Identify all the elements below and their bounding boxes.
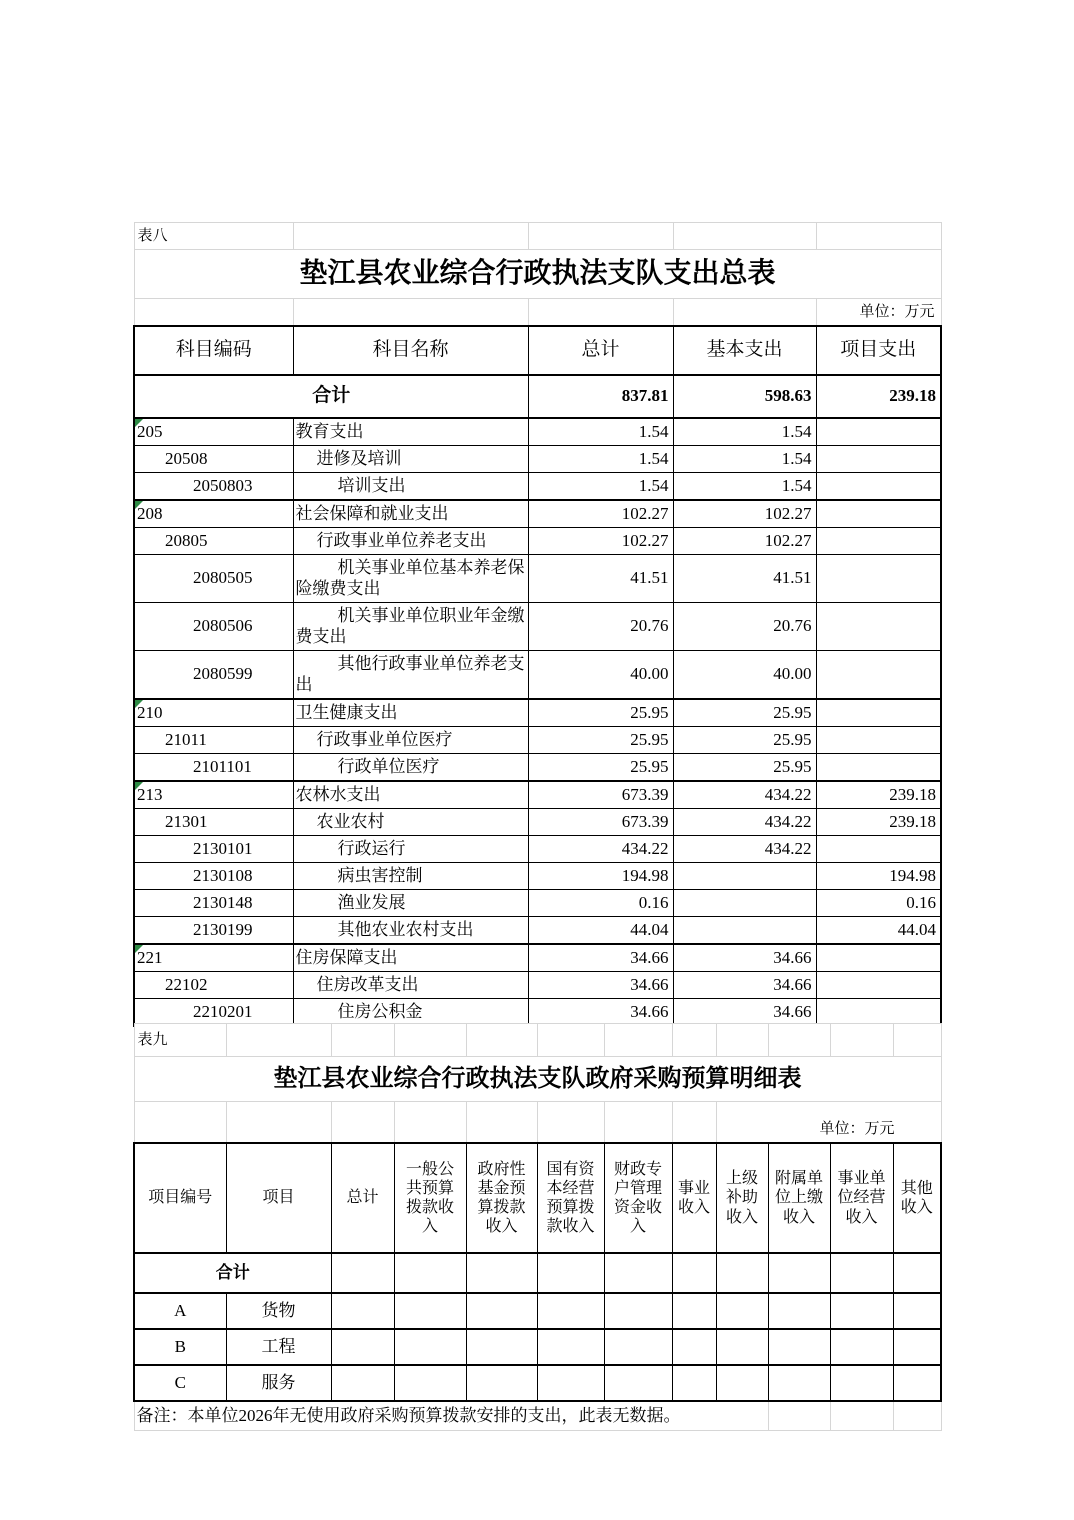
cell-empty[interactable] bbox=[716, 1365, 768, 1401]
error-flag-icon bbox=[135, 945, 143, 953]
cell-project-expenditure[interactable] bbox=[816, 754, 941, 782]
cell-grand-total[interactable]: 1.54 bbox=[528, 446, 673, 473]
cell-subject-name[interactable]: 机关事业单位基本养老保险缴费支出 bbox=[293, 555, 528, 603]
empty-cell[interactable] bbox=[466, 1024, 537, 1057]
cell-empty[interactable] bbox=[716, 1253, 768, 1293]
empty-cell[interactable] bbox=[672, 1102, 716, 1144]
cell-basic-expenditure[interactable]: 434.22 bbox=[673, 836, 816, 863]
empty-cell[interactable] bbox=[604, 1024, 672, 1057]
cell-empty[interactable] bbox=[893, 1293, 941, 1329]
empty-cell[interactable] bbox=[768, 1024, 830, 1057]
error-flag-icon bbox=[135, 782, 143, 790]
col-header[interactable]: 一般公共预算拨款收入 bbox=[394, 1143, 466, 1253]
cell-subject-code[interactable]: 2080599 bbox=[134, 651, 293, 700]
empty-cell[interactable] bbox=[830, 1024, 893, 1057]
table-row bbox=[134, 446, 941, 473]
cell-empty[interactable] bbox=[716, 1293, 768, 1329]
col-header-basic-expenditure[interactable]: 基本支出 bbox=[673, 326, 816, 375]
cell-basic-expenditure[interactable]: 25.95 bbox=[673, 727, 816, 754]
total-row-basic[interactable]: 598.63 bbox=[673, 375, 816, 418]
empty-cell[interactable] bbox=[394, 1102, 466, 1144]
table8-header-row bbox=[134, 326, 941, 375]
table8-corner-label[interactable]: 表八 bbox=[134, 223, 293, 250]
empty-cell[interactable] bbox=[293, 299, 528, 327]
empty-cell[interactable] bbox=[673, 299, 816, 327]
table9-title: 垫江县农业综合行政执法支队政府采购预算明细表 bbox=[134, 1057, 941, 1102]
table-row bbox=[134, 754, 941, 782]
total-row-grand-total[interactable]: 837.81 bbox=[528, 375, 673, 418]
col-header[interactable]: 事业收入 bbox=[672, 1143, 716, 1253]
empty-cell[interactable] bbox=[830, 1401, 893, 1431]
error-flag-icon bbox=[135, 501, 143, 509]
cell-empty[interactable] bbox=[394, 1329, 466, 1365]
cell-grand-total[interactable]: 25.95 bbox=[528, 699, 673, 727]
cell-subject-code[interactable]: 21011 bbox=[134, 727, 293, 754]
empty-cell[interactable] bbox=[893, 1024, 941, 1057]
col-header[interactable]: 财政专户管理资金收入 bbox=[604, 1143, 672, 1253]
cell-grand-total[interactable]: 20.76 bbox=[528, 603, 673, 651]
table-row bbox=[134, 781, 941, 809]
cell-empty[interactable] bbox=[537, 1365, 604, 1401]
cell-project-expenditure[interactable] bbox=[816, 603, 941, 651]
cell-subject-code[interactable]: 221 bbox=[134, 944, 293, 972]
table9-total-row bbox=[134, 1253, 941, 1293]
col-header[interactable]: 国有资本经营预算拨款收入 bbox=[537, 1143, 604, 1253]
cell-subject-code[interactable]: 2130101 bbox=[134, 836, 293, 863]
col-header-grand-total[interactable]: 总计 bbox=[528, 326, 673, 375]
cell-subject-code[interactable]: 21301 bbox=[134, 809, 293, 836]
empty-cell[interactable] bbox=[226, 1102, 331, 1144]
empty-cell[interactable] bbox=[528, 299, 673, 327]
cell-item-name[interactable]: 工程 bbox=[226, 1329, 331, 1365]
cell-subject-code[interactable]: 2101101 bbox=[134, 754, 293, 782]
cell-grand-total[interactable]: 673.39 bbox=[528, 809, 673, 836]
col-header-subject-code[interactable]: 科目编码 bbox=[134, 326, 293, 375]
table9-unit-label: 单位：万元 bbox=[716, 1102, 941, 1144]
table9-note-row bbox=[134, 1401, 941, 1431]
empty-cell[interactable] bbox=[816, 223, 941, 250]
cell-subject-code[interactable]: 205 bbox=[134, 418, 293, 446]
cell-subject-code[interactable]: 208 bbox=[134, 500, 293, 528]
cell-empty[interactable] bbox=[331, 1365, 394, 1401]
col-header[interactable]: 总计 bbox=[331, 1143, 394, 1253]
table9-corner-label[interactable]: 表九 bbox=[134, 1024, 226, 1057]
cell-basic-expenditure[interactable]: 41.51 bbox=[673, 555, 816, 603]
cell-empty[interactable] bbox=[604, 1329, 672, 1365]
cell-subject-name[interactable]: 其他行政事业单位养老支出 bbox=[293, 651, 528, 700]
cell-empty[interactable] bbox=[716, 1329, 768, 1365]
col-header[interactable]: 项目 bbox=[226, 1143, 331, 1253]
cell-subject-name[interactable]: 住房公积金 bbox=[293, 999, 528, 1027]
table8-title: 垫江县农业综合行政执法支队支出总表 bbox=[134, 250, 941, 299]
cell-project-expenditure[interactable] bbox=[816, 473, 941, 501]
cell-subject-code[interactable]: 2210201 bbox=[134, 999, 293, 1027]
table-row bbox=[134, 418, 941, 446]
table8-total-row bbox=[134, 375, 941, 418]
cell-subject-name[interactable]: 住房改革支出 bbox=[293, 972, 528, 999]
cell-project-expenditure[interactable]: 44.04 bbox=[816, 917, 941, 945]
empty-cell[interactable] bbox=[673, 223, 816, 250]
table-row bbox=[134, 603, 941, 651]
empty-cell[interactable] bbox=[537, 1024, 604, 1057]
cell-basic-expenditure[interactable]: 20.76 bbox=[673, 603, 816, 651]
col-header[interactable]: 上级补助收入 bbox=[716, 1143, 768, 1253]
empty-cell[interactable] bbox=[528, 223, 673, 250]
empty-cell[interactable] bbox=[537, 1102, 604, 1144]
cell-subject-code[interactable]: 2050803 bbox=[134, 473, 293, 501]
cell-subject-name[interactable]: 卫生健康支出 bbox=[293, 699, 528, 727]
empty-cell[interactable] bbox=[768, 1401, 830, 1431]
cell-empty[interactable] bbox=[331, 1329, 394, 1365]
table8-corner-row bbox=[134, 223, 941, 250]
cell-subject-name[interactable]: 教育支出 bbox=[293, 418, 528, 446]
cell-empty[interactable] bbox=[768, 1365, 830, 1401]
cell-empty[interactable] bbox=[768, 1293, 830, 1329]
cell-subject-name[interactable]: 农林水支出 bbox=[293, 781, 528, 809]
cell-basic-expenditure[interactable]: 34.66 bbox=[673, 944, 816, 972]
cell-basic-expenditure[interactable]: 1.54 bbox=[673, 473, 816, 501]
cell-grand-total[interactable]: 102.27 bbox=[528, 528, 673, 555]
table-row bbox=[134, 1329, 941, 1365]
cell-subject-code[interactable]: 2130199 bbox=[134, 917, 293, 945]
cell-project-expenditure[interactable] bbox=[816, 528, 941, 555]
cell-basic-expenditure[interactable]: 25.95 bbox=[673, 699, 816, 727]
table-row bbox=[134, 651, 941, 700]
cell-empty[interactable] bbox=[768, 1253, 830, 1293]
cell-subject-name[interactable]: 行政事业单位医疗 bbox=[293, 727, 528, 754]
cell-subject-name[interactable]: 行政运行 bbox=[293, 836, 528, 863]
table8-unit-label: 单位：万元 bbox=[816, 299, 941, 327]
cell-grand-total[interactable]: 34.66 bbox=[528, 944, 673, 972]
total-row-project[interactable]: 239.18 bbox=[816, 375, 941, 418]
table9-corner-row bbox=[134, 1024, 941, 1057]
cell-empty[interactable] bbox=[331, 1293, 394, 1329]
cell-item-id[interactable]: A bbox=[134, 1293, 226, 1329]
cell-empty[interactable] bbox=[830, 1253, 893, 1293]
cell-subject-name[interactable]: 机关事业单位职业年金缴费支出 bbox=[293, 603, 528, 651]
cell-project-expenditure[interactable]: 0.16 bbox=[816, 890, 941, 917]
error-flag-icon bbox=[135, 700, 143, 708]
cell-basic-expenditure[interactable]: 102.27 bbox=[673, 528, 816, 555]
table9-note: 备注：本单位2026年无使用政府采购预算拨款安排的支出，此表无数据。 bbox=[134, 1401, 768, 1431]
col-header[interactable]: 项目编号 bbox=[134, 1143, 226, 1253]
empty-cell[interactable] bbox=[716, 1024, 768, 1057]
cell-subject-code[interactable]: 213 bbox=[134, 781, 293, 809]
cell-grand-total[interactable]: 25.95 bbox=[528, 727, 673, 754]
table-row bbox=[134, 528, 941, 555]
cell-project-expenditure[interactable] bbox=[816, 972, 941, 999]
table-row bbox=[134, 473, 941, 501]
cell-subject-name[interactable]: 住房保障支出 bbox=[293, 944, 528, 972]
col-header[interactable]: 附属单位上缴收入 bbox=[768, 1143, 830, 1253]
cell-project-expenditure[interactable] bbox=[816, 555, 941, 603]
cell-subject-name[interactable]: 培训支出 bbox=[293, 473, 528, 501]
cell-basic-expenditure[interactable]: 1.54 bbox=[673, 446, 816, 473]
cell-basic-expenditure[interactable] bbox=[673, 917, 816, 945]
cell-grand-total[interactable]: 44.04 bbox=[528, 917, 673, 945]
cell-subject-name[interactable]: 社会保障和就业支出 bbox=[293, 500, 528, 528]
cell-grand-total[interactable]: 25.95 bbox=[528, 754, 673, 782]
table9-header-row bbox=[134, 1143, 941, 1253]
empty-cell[interactable] bbox=[893, 1401, 941, 1431]
cell-grand-total[interactable]: 1.54 bbox=[528, 473, 673, 501]
cell-item-name[interactable]: 服务 bbox=[226, 1365, 331, 1401]
cell-subject-code[interactable]: 2080506 bbox=[134, 603, 293, 651]
cell-empty[interactable] bbox=[394, 1253, 466, 1293]
table-row bbox=[134, 836, 941, 863]
cell-grand-total[interactable]: 194.98 bbox=[528, 863, 673, 890]
total-row-label[interactable]: 合计 bbox=[134, 375, 528, 418]
table-row bbox=[134, 999, 941, 1027]
cell-grand-total[interactable]: 673.39 bbox=[528, 781, 673, 809]
empty-cell[interactable] bbox=[331, 1024, 394, 1057]
cell-empty[interactable] bbox=[466, 1253, 537, 1293]
table-row bbox=[134, 972, 941, 999]
cell-project-expenditure[interactable]: 194.98 bbox=[816, 863, 941, 890]
cell-basic-expenditure[interactable]: 25.95 bbox=[673, 754, 816, 782]
cell-subject-name[interactable]: 行政单位医疗 bbox=[293, 754, 528, 782]
cell-grand-total[interactable]: 40.00 bbox=[528, 651, 673, 700]
cell-basic-expenditure[interactable]: 434.22 bbox=[673, 809, 816, 836]
cell-grand-total[interactable]: 434.22 bbox=[528, 836, 673, 863]
cell-grand-total[interactable]: 0.16 bbox=[528, 890, 673, 917]
cell-grand-total[interactable]: 102.27 bbox=[528, 500, 673, 528]
table-row bbox=[134, 727, 941, 754]
cell-project-expenditure[interactable] bbox=[816, 418, 941, 446]
cell-subject-code[interactable]: 20508 bbox=[134, 446, 293, 473]
cell-subject-code[interactable]: 2130148 bbox=[134, 890, 293, 917]
col-header[interactable]: 政府性基金预算拨款收入 bbox=[466, 1143, 537, 1253]
total-row-label[interactable]: 合计 bbox=[134, 1253, 331, 1293]
cell-empty[interactable] bbox=[604, 1293, 672, 1329]
cell-subject-name[interactable]: 渔业发展 bbox=[293, 890, 528, 917]
cell-project-expenditure[interactable] bbox=[816, 651, 941, 700]
empty-cell[interactable] bbox=[672, 1024, 716, 1057]
cell-empty[interactable] bbox=[672, 1293, 716, 1329]
procurement-budget-table bbox=[133, 1023, 942, 1431]
cell-empty[interactable] bbox=[466, 1293, 537, 1329]
cell-empty[interactable] bbox=[604, 1365, 672, 1401]
table-row bbox=[134, 1365, 941, 1401]
cell-item-id[interactable]: B bbox=[134, 1329, 226, 1365]
cell-empty[interactable] bbox=[830, 1293, 893, 1329]
cell-project-expenditure[interactable] bbox=[816, 446, 941, 473]
cell-basic-expenditure[interactable]: 40.00 bbox=[673, 651, 816, 700]
cell-basic-expenditure[interactable]: 1.54 bbox=[673, 418, 816, 446]
cell-empty[interactable] bbox=[466, 1329, 537, 1365]
cell-subject-name[interactable]: 病虫害控制 bbox=[293, 863, 528, 890]
col-header-subject-name[interactable]: 科目名称 bbox=[293, 326, 528, 375]
cell-empty[interactable] bbox=[672, 1365, 716, 1401]
cell-empty[interactable] bbox=[893, 1365, 941, 1401]
table-row bbox=[134, 890, 941, 917]
cell-project-expenditure[interactable] bbox=[816, 500, 941, 528]
table-row bbox=[134, 944, 941, 972]
cell-empty[interactable] bbox=[604, 1253, 672, 1293]
expenditure-summary-table bbox=[133, 222, 942, 1027]
empty-cell[interactable] bbox=[604, 1102, 672, 1144]
cell-subject-name[interactable]: 进修及培训 bbox=[293, 446, 528, 473]
cell-subject-code[interactable]: 2080505 bbox=[134, 555, 293, 603]
cell-empty[interactable] bbox=[537, 1293, 604, 1329]
empty-cell[interactable] bbox=[134, 299, 293, 327]
cell-project-expenditure[interactable] bbox=[816, 727, 941, 754]
table8-unit-row bbox=[134, 299, 941, 327]
cell-basic-expenditure[interactable]: 34.66 bbox=[673, 999, 816, 1027]
table9-title-row bbox=[134, 1057, 941, 1102]
cell-project-expenditure[interactable]: 239.18 bbox=[816, 781, 941, 809]
col-header[interactable]: 事业单位经营收入 bbox=[830, 1143, 893, 1253]
cell-subject-name[interactable]: 农业农村 bbox=[293, 809, 528, 836]
empty-cell[interactable] bbox=[134, 1102, 226, 1144]
empty-cell[interactable] bbox=[466, 1102, 537, 1144]
cell-basic-expenditure[interactable]: 34.66 bbox=[673, 972, 816, 999]
table-row bbox=[134, 699, 941, 727]
table9-unit-row bbox=[134, 1102, 941, 1144]
error-flag-icon bbox=[135, 419, 143, 427]
cell-subject-name[interactable]: 行政事业单位养老支出 bbox=[293, 528, 528, 555]
cell-basic-expenditure[interactable]: 434.22 bbox=[673, 781, 816, 809]
cell-empty[interactable] bbox=[537, 1253, 604, 1293]
cell-empty[interactable] bbox=[893, 1253, 941, 1293]
cell-empty[interactable] bbox=[537, 1329, 604, 1365]
cell-empty[interactable] bbox=[672, 1253, 716, 1293]
cell-subject-code[interactable]: 2130108 bbox=[134, 863, 293, 890]
cell-empty[interactable] bbox=[394, 1365, 466, 1401]
cell-empty[interactable] bbox=[893, 1329, 941, 1365]
cell-empty[interactable] bbox=[394, 1293, 466, 1329]
col-header[interactable]: 其他收入 bbox=[893, 1143, 941, 1253]
cell-grand-total[interactable]: 1.54 bbox=[528, 418, 673, 446]
empty-cell[interactable] bbox=[331, 1102, 394, 1144]
cell-empty[interactable] bbox=[331, 1253, 394, 1293]
table-row bbox=[134, 555, 941, 603]
cell-basic-expenditure[interactable] bbox=[673, 890, 816, 917]
cell-empty[interactable] bbox=[466, 1365, 537, 1401]
empty-cell[interactable] bbox=[293, 223, 528, 250]
cell-subject-name[interactable]: 其他农业农村支出 bbox=[293, 917, 528, 945]
cell-project-expenditure[interactable] bbox=[816, 836, 941, 863]
cell-basic-expenditure[interactable] bbox=[673, 863, 816, 890]
cell-empty[interactable] bbox=[830, 1365, 893, 1401]
cell-project-expenditure[interactable]: 239.18 bbox=[816, 809, 941, 836]
cell-subject-code[interactable]: 210 bbox=[134, 699, 293, 727]
cell-item-name[interactable]: 货物 bbox=[226, 1293, 331, 1329]
cell-empty[interactable] bbox=[830, 1329, 893, 1365]
table-row bbox=[134, 1293, 941, 1329]
cell-empty[interactable] bbox=[768, 1329, 830, 1365]
cell-item-id[interactable]: C bbox=[134, 1365, 226, 1401]
table-row bbox=[134, 917, 941, 945]
empty-cell[interactable] bbox=[394, 1024, 466, 1057]
cell-project-expenditure[interactable] bbox=[816, 999, 941, 1027]
table8-title-row bbox=[134, 250, 941, 299]
empty-cell[interactable] bbox=[226, 1024, 331, 1057]
cell-empty[interactable] bbox=[672, 1329, 716, 1365]
cell-grand-total[interactable]: 34.66 bbox=[528, 972, 673, 999]
table-row bbox=[134, 863, 941, 890]
cell-basic-expenditure[interactable]: 102.27 bbox=[673, 500, 816, 528]
col-header-project-expenditure[interactable]: 项目支出 bbox=[816, 326, 941, 375]
cell-project-expenditure[interactable] bbox=[816, 944, 941, 972]
cell-subject-code[interactable]: 20805 bbox=[134, 528, 293, 555]
table-row bbox=[134, 500, 941, 528]
table-row bbox=[134, 809, 941, 836]
cell-grand-total[interactable]: 34.66 bbox=[528, 999, 673, 1027]
cell-subject-code[interactable]: 22102 bbox=[134, 972, 293, 999]
cell-grand-total[interactable]: 41.51 bbox=[528, 555, 673, 603]
cell-project-expenditure[interactable] bbox=[816, 699, 941, 727]
